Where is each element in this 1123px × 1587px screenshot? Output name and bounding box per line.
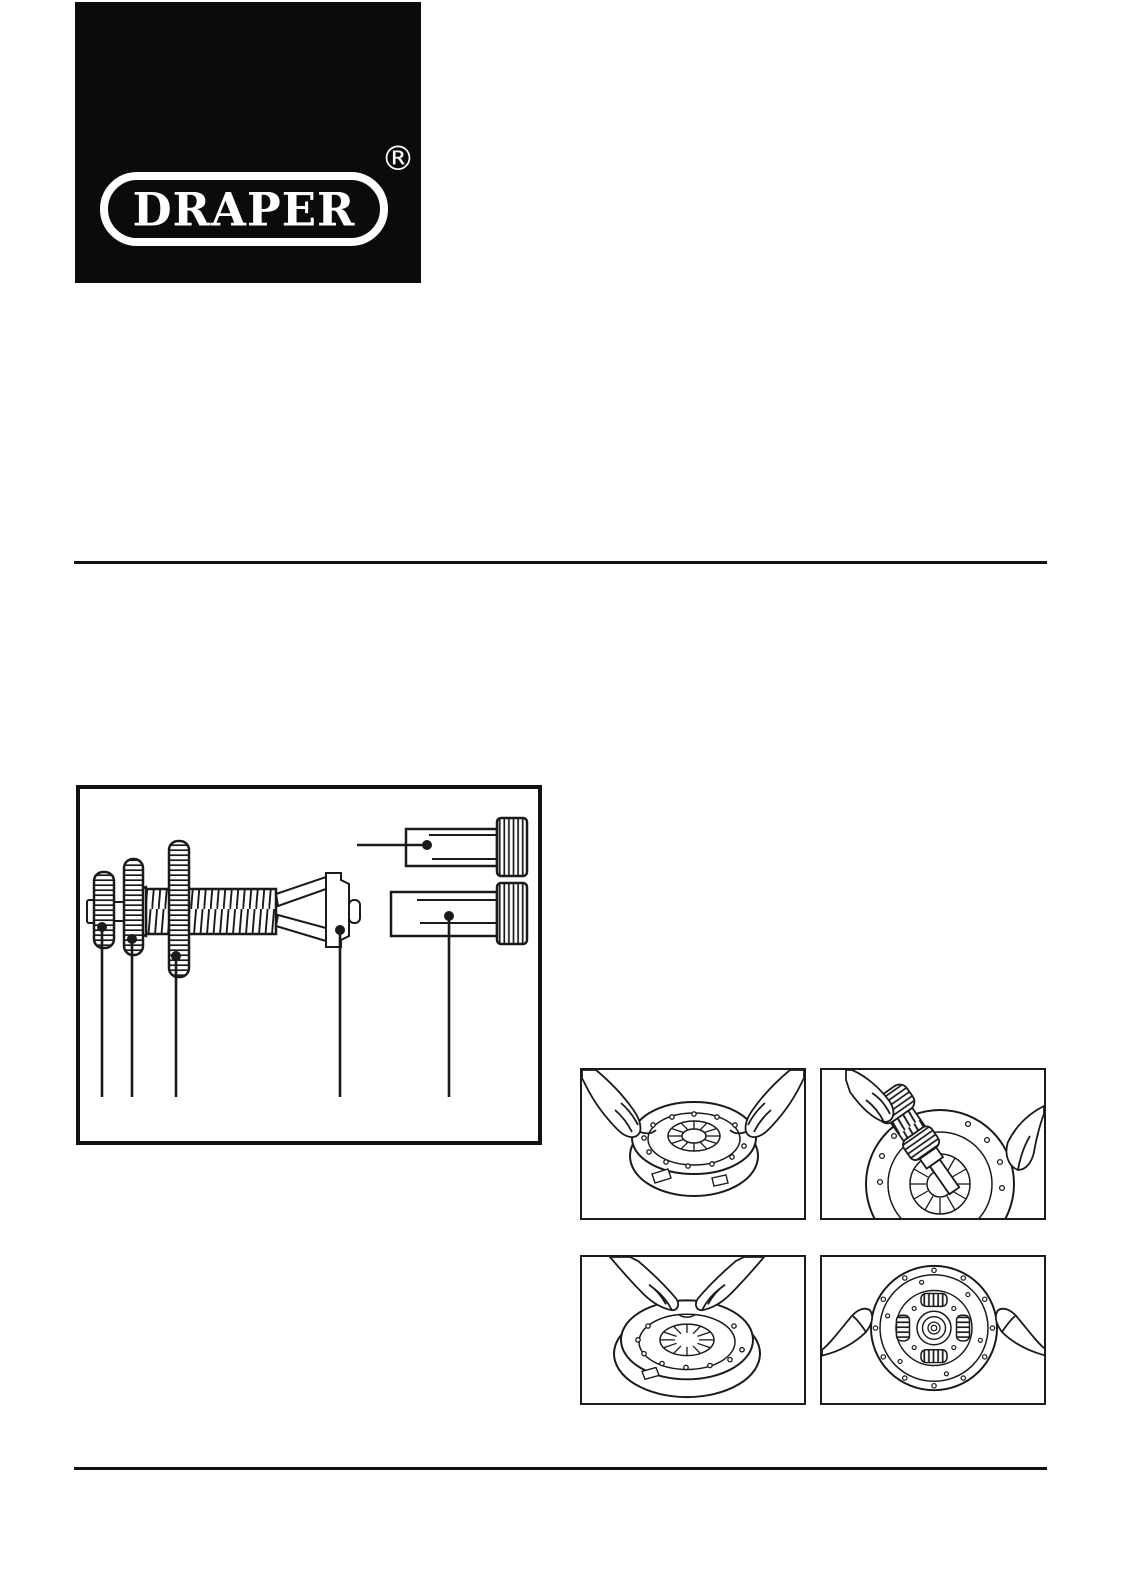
small-knurled-adapter-disc bbox=[94, 872, 114, 948]
draper-logo bbox=[100, 172, 388, 246]
horizontal-rule-top bbox=[74, 561, 1047, 564]
brand-logo-block bbox=[75, 2, 421, 283]
photo-hands-holding-clutch-cover bbox=[580, 1068, 806, 1220]
draper-logo-text: DRAPER bbox=[132, 181, 356, 237]
clutch-tool-exploded-drawing bbox=[80, 789, 538, 1141]
tool-seating-drawing bbox=[582, 1257, 804, 1403]
large-splined-sleeve bbox=[391, 883, 527, 944]
expanding-collet-end bbox=[276, 873, 360, 947]
tool-diagram-figure bbox=[76, 785, 542, 1145]
photo-hands-holding-driven-plate bbox=[820, 1255, 1046, 1405]
driven-plate-drawing bbox=[822, 1257, 1044, 1403]
callout-leader-lines bbox=[97, 840, 454, 1097]
clutch-cover-drawing bbox=[582, 1070, 804, 1218]
tool-insertion-drawing bbox=[822, 1070, 1044, 1218]
photo-hands-seating-tool-centre bbox=[580, 1255, 806, 1405]
horizontal-rule-bottom bbox=[74, 1467, 1047, 1470]
photo-inserting-tool-into-clutch bbox=[820, 1068, 1046, 1220]
registered-trademark-icon: ® bbox=[381, 139, 415, 179]
